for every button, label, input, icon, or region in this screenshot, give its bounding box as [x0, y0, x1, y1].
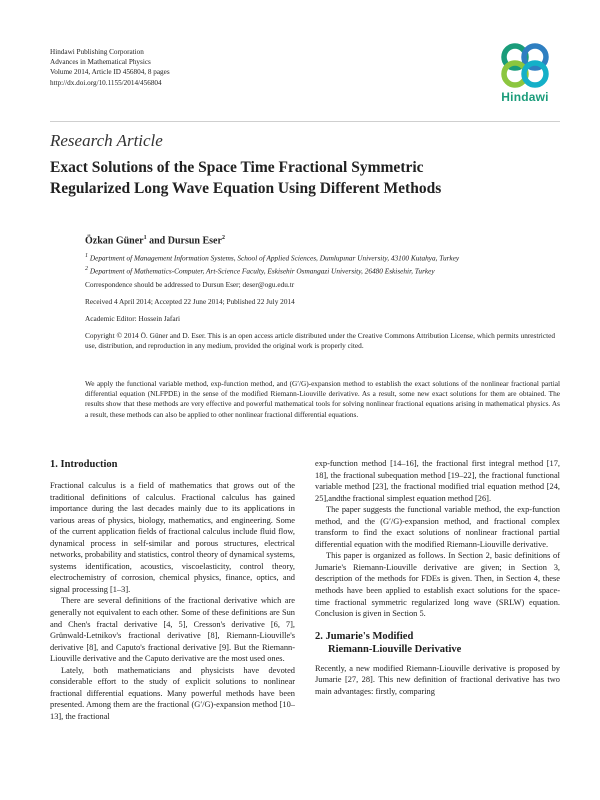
author-2: Dursun Eser [167, 235, 222, 247]
copyright-notice: Copyright © 2014 Ö. Güner and D. Eser. This is an open access article distributed under the Creative Commons Attribution License, which permits unrestricted use, distribution, and reproduction in any medium, provided the original work is properly cited. [85, 331, 555, 351]
author-1: Özkan Güner [85, 235, 144, 247]
publisher-name: Hindawi Publishing Corporation [50, 48, 144, 56]
header-divider [50, 121, 560, 122]
author-list [85, 233, 555, 247]
hindawi-logo-text: Hindawi [501, 90, 549, 104]
article-title [50, 157, 560, 199]
affiliation-2-marker: 2 [85, 265, 88, 272]
affiliation-1-text: Department of Management Information Systems, School of Applied Sciences, Dumlupınar University, 43100 Kutahya, Turkey [88, 253, 460, 263]
intro-paragraph-3: Lately, both mathematicians and physicists have devoted considerable effort to the study of explicit solutions to nonlinear fractional differential equations. Many powerful methods have been presented. Among them are the fractional (G′/G)-expansion method [10–13], the fractional [50, 665, 295, 721]
author-2-affiliation-marker: 2 [221, 235, 225, 241]
section-2-heading-line-1: 2. Jumarie's Modified [315, 630, 414, 642]
intro-paragraph-4: The paper suggests the functional variable method, the exp-function method, and the (G′/G)-expansion method, and fractional complex transform to find the exact solutions of nonlinear fractional partial differential equation with the modified Riemann-Liouville derivative. [315, 505, 560, 549]
hindawi-logo-icon [491, 40, 559, 90]
affiliation-1 [85, 251, 555, 264]
doi-link[interactable]: http://dx.doi.org/10.1155/2014/456804 [50, 78, 162, 87]
left-column [50, 458, 295, 722]
volume-info: Volume 2014, Article ID 456804, 8 pages [50, 68, 170, 77]
right-column [315, 458, 560, 697]
intro-paragraph-5: This paper is organized as follows. In Section 2, basic definitions of Jumarie's Riemann-Liouville derivative are given; in Section 3, description of the methods for FDEs is given. Then, in Section 4, these methods have been applied to establish exact solutions for the space-time fractional symmetric regularized long wave (SRLW) equation. Conclusion is given in Section 5. [315, 551, 560, 619]
correspondence: Correspondence should be addressed to Dursun Eser; deser@ogu.edu.tr [85, 280, 295, 289]
academic-editor: Academic Editor: Hossein Jafari [85, 314, 181, 323]
section-2-heading [315, 630, 560, 656]
abstract: We apply the functional variable method, exp-function method, and (G′/G)-expansion method to establish the exact solutions of the nonlinear fractional partial differential equation (NLFPDE) in the sense of the modified Riemann-Liouville derivative. As a result, some new exact solutions for them are obtained. The results show that these methods are very effective and powerful mathematical tools for solving nonlinear fractional equations arising in mathematical physics. As a result, these methods can also be applied to other nonlinear fractional differential equations. [85, 379, 560, 419]
section-2-heading-line-2: Riemann-Liouville Derivative [328, 643, 462, 655]
affiliations [85, 251, 555, 276]
title-line-2: Regularized Long Wave Equation Using Different Methods [50, 180, 442, 197]
section-1-heading: 1. Introduction [50, 459, 118, 470]
publication-dates: Received 4 April 2014; Accepted 22 June 2014; Published 22 July 2014 [85, 297, 295, 306]
affiliation-2-text: Department of Mathematics-Computer, Art-Science Faculty, Eskisehir Osmangazi University, 26480 Eskisehir, Turkey [88, 266, 435, 276]
intro-paragraph-1: Fractional calculus is a field of mathematics that grows out of the traditional definitions of calculus. Fractional calculus has gained importance during the last decades mainly due to its applications in various areas of physics, biology, mathematics, and engineering. Some of the current application fields of fractional calculus include fluid flow, dynamical process in self-similar and porous structures, electrical networks, probability and statistics, control theory of dynamical systems, systems identification, acoustics, viscoelasticity, control theory, electrochemistry of corrosion, chemical physics, finance, optics, and signal processing [1–3]. [50, 481, 295, 594]
intro-paragraph-2: There are several definitions of the fractional derivative which are generally not equivalent to each other. Some of these definitions are Sun and Chen's fractal derivative [4, 5], Cresson's derivative [6, 7], Grünwald-Letnikov's fractional derivative [8], Riemann-Liouville's derivative [8], and Caputo's fractional derivative [9]. But the Riemann-Liouville derivative and the Caputo derivative are the most used ones. [50, 596, 295, 664]
affiliation-2 [85, 264, 555, 277]
section-2-paragraph-1: Recently, a new modified Riemann-Liouville derivative is proposed by Jumarie [27, 28]. This new definition of fractional derivative has two main advantages: firstly, comparing [315, 663, 560, 696]
article-type: Research Article [50, 131, 163, 150]
journal-meta [50, 47, 170, 88]
title-line-1: Exact Solutions of the Space Time Fractional Symmetric [50, 159, 424, 176]
author-1-affiliation-marker: 1 [143, 235, 147, 241]
journal-name: Advances in Mathematical Physics [50, 58, 151, 67]
affiliation-1-marker: 1 [85, 253, 88, 259]
author-separator: and [146, 235, 168, 247]
intro-paragraph-3-continued: exp-function method [14–16], the fractional first integral method [17, 18], the fractional subequation method [19–22], the fractional functional variable method [23], the fractional modified trial equation method [24, 25],andthe fractional simplest equation method [26]. [315, 459, 560, 503]
hindawi-logo [491, 40, 559, 112]
